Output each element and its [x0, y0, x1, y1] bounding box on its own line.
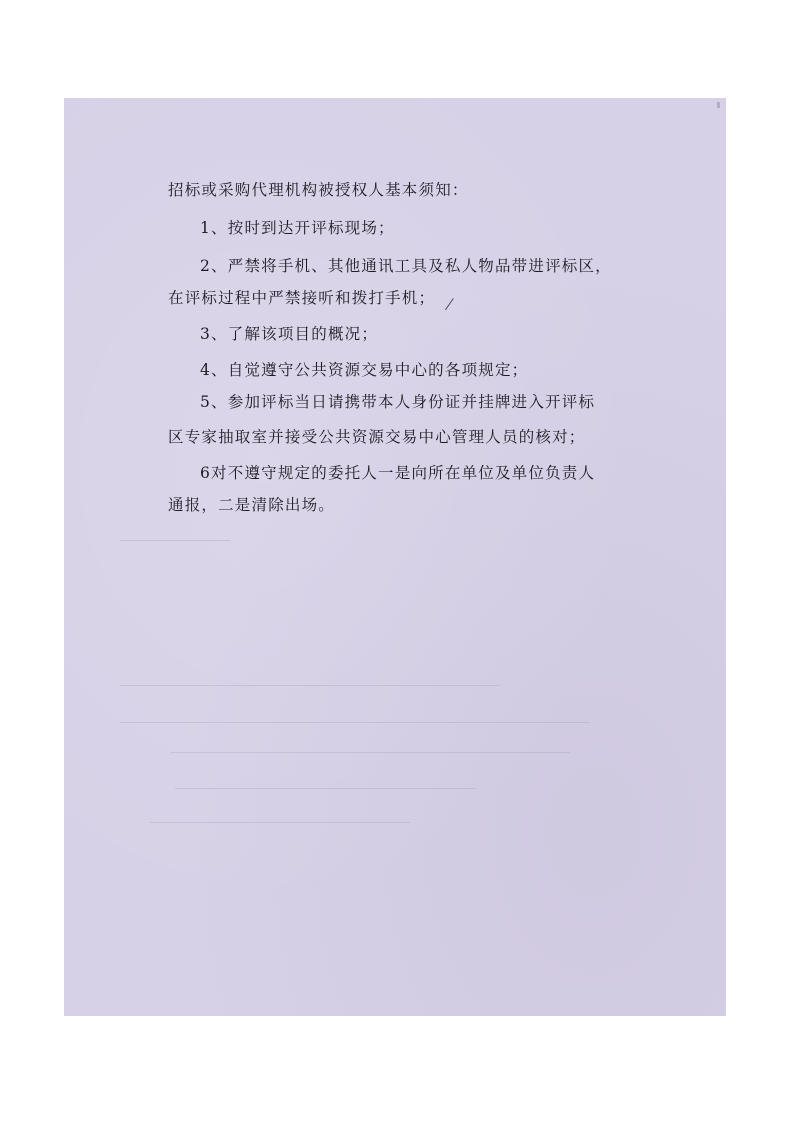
bleed-through-line	[120, 540, 230, 541]
notice-title: 招标或采购代理机构被授权人基本须知：	[168, 181, 469, 199]
bleed-through-line	[120, 722, 590, 723]
bleed-through-line	[150, 822, 410, 823]
scanned-page	[64, 98, 726, 1016]
notice-item: 4、自觉遵守公共资源交易中心的各项规定；	[200, 361, 529, 379]
notice-item-continuation: 区专家抽取室并接受公共资源交易中心管理人员的核对；	[168, 428, 586, 446]
notice-item-continuation: 通报，二是清除出场。	[168, 496, 336, 514]
notice-item: 6对不遵守规定的委托人一是向所在单位及单位负责人	[200, 464, 596, 482]
bleed-through-line	[175, 788, 475, 789]
notice-item: 5、参加评标当日请携带本人身份证并挂牌进入开评标	[200, 393, 596, 411]
notice-item: 2、严禁将手机、其他通讯工具及私人物品带进评标区，	[200, 257, 612, 275]
notice-item: 3、了解该项目的概况；	[200, 325, 379, 343]
scan-edge-mark	[717, 102, 720, 108]
bleed-through-line	[170, 752, 570, 753]
notice-item: 1、按时到达开评标现场；	[200, 219, 395, 237]
notice-item-continuation: 在评标过程中严禁接听和拨打手机；	[168, 289, 436, 307]
bleed-through-line	[120, 685, 500, 686]
